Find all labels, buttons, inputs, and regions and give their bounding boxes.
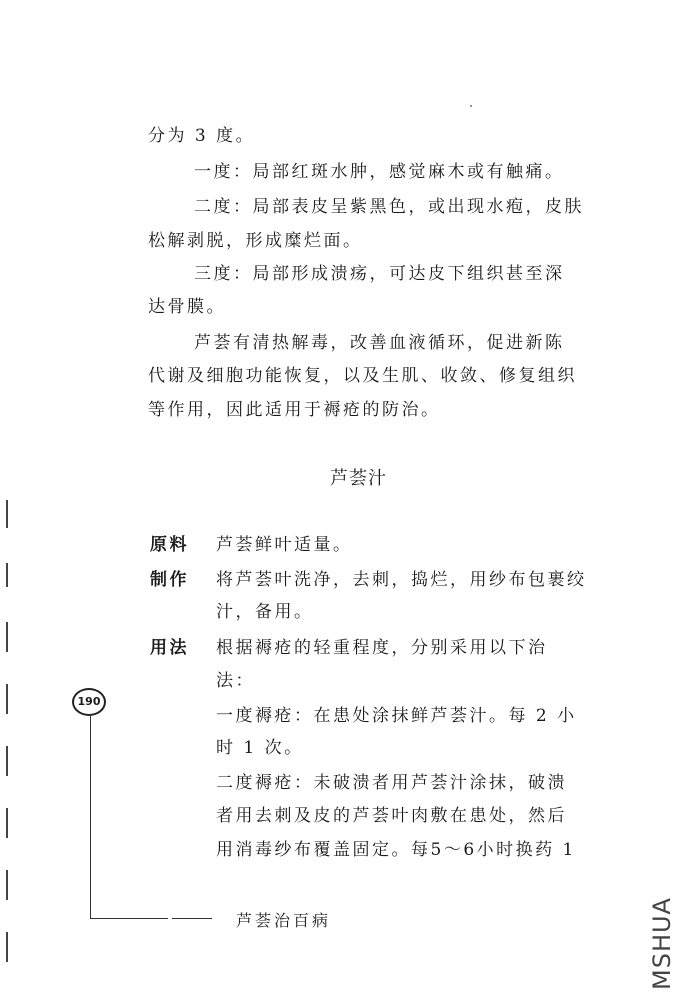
scan-edge-bar [6, 932, 8, 962]
footer-rule [172, 918, 212, 919]
scan-edge-bar [6, 808, 8, 838]
page-number: 190 [72, 688, 106, 716]
usage-line: 二度褥疮：未破溃者用芦荟汁涂抹，破溃 [216, 773, 567, 793]
recipe-title: 芦荟汁 [330, 468, 387, 489]
scan-edge-bar [6, 870, 8, 900]
paragraph-line: 松解剥脱，形成糜烂面。 [148, 231, 363, 251]
footer-vertical-rule [90, 714, 91, 919]
usage-line: 时 1 次。 [216, 738, 304, 758]
paragraph-line: 等作用，因此适用于褥疮的防治。 [148, 400, 441, 420]
scan-edge-bar [6, 684, 8, 714]
ingredients-label: 原料 [150, 535, 189, 555]
scan-edge-bar [6, 746, 8, 776]
scan-edge-bar [6, 622, 8, 652]
method-line: 汁，备用。 [216, 602, 314, 622]
paragraph-line: 一度：局部红斑水肿，感觉麻木或有触痛。 [194, 162, 565, 182]
usage-line: 根据褥疮的轻重程度，分别采用以下治 [216, 638, 548, 658]
usage-line: 者用去刺及皮的芦荟叶肉敷在患处，然后 [216, 806, 567, 826]
footer-rule [90, 918, 168, 919]
ingredients-text: 芦荟鲜叶适量。 [216, 535, 353, 555]
speck [470, 105, 472, 107]
paragraph-line: 二度：局部表皮呈紫黑色，或出现水疱，皮肤 [194, 197, 584, 217]
usage-line: 用消毒纱布覆盖固定。每5～6小时换药 1 [216, 840, 576, 860]
paragraph-line: 分为 3 度。 [148, 126, 256, 146]
paragraph-line: 芦荟有清热解毒，改善血液循环，促进新陈 [194, 333, 565, 353]
scan-edge-bar [6, 563, 8, 587]
method-label: 制作 [150, 570, 189, 590]
watermark: MSHUA [648, 897, 676, 990]
running-footer-title: 芦荟治百病 [236, 911, 332, 930]
usage-label: 用法 [150, 638, 189, 658]
paragraph-line: 代谢及细胞功能恢复，以及生肌、收敛、修复组织 [148, 366, 577, 386]
paragraph-line: 三度：局部形成溃疡，可达皮下组织甚至深 [194, 264, 565, 284]
scan-edge-bar [6, 500, 8, 528]
usage-line: 法： [216, 671, 255, 691]
paragraph-line: 达骨膜。 [148, 297, 226, 317]
method-line: 将芦荟叶洗净，去刺，捣烂，用纱布包裹绞 [216, 570, 587, 590]
usage-line: 一度褥疮：在患处涂抹鲜芦荟汁。每 2 小 [216, 706, 577, 726]
